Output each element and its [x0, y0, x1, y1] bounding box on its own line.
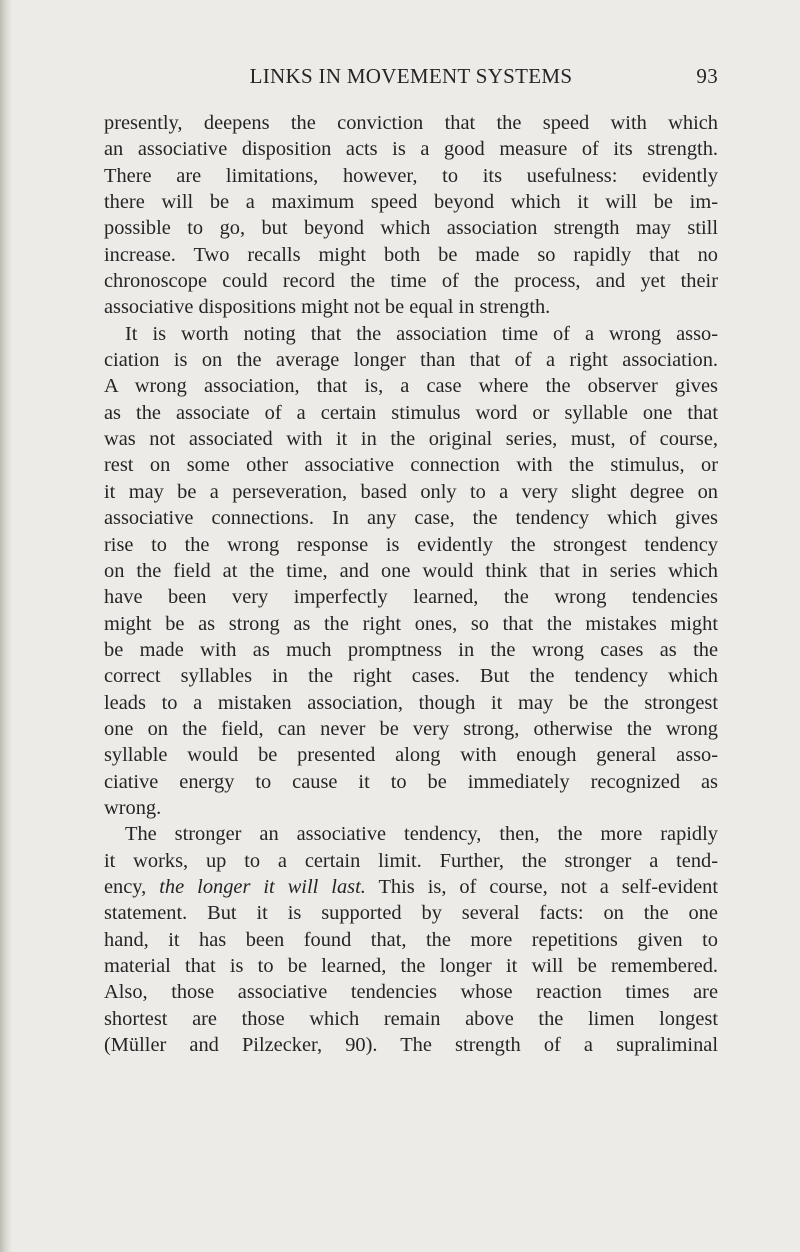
- paragraph-2: [104, 321, 718, 822]
- text-line: Also, those associative tendencies whose reaction times are: [104, 981, 718, 1004]
- text-line: A wrong association, that is, a case where the observer gives: [104, 375, 718, 398]
- text-line: statement. But it is supported by several facts: on the one: [104, 902, 718, 925]
- text-line: it may be a perseveration, based only to a very slight degree on: [104, 480, 718, 503]
- text-line: was not associated with it in the original series, must, of course,: [104, 428, 718, 451]
- text-line: might be as strong as the right ones, so that the mistakes might: [104, 612, 718, 635]
- text-line: have been very imperfectly learned, the wrong tendencies: [104, 586, 718, 609]
- text-line: presently, deepens the conviction that the speed with which: [104, 112, 718, 134]
- text-fragment: ency,: [104, 875, 160, 898]
- text-line: syllable would be presented along with enough general asso-: [104, 744, 718, 767]
- paragraph-3: [104, 821, 718, 1058]
- text-line: shortest are those which remain above the limen longest: [104, 1007, 718, 1030]
- text-line: ciation is on the average longer than that of a right association.: [104, 349, 718, 372]
- text-line: be made with as much promptness in the wrong cases as the: [104, 638, 718, 661]
- page-header: [104, 64, 718, 94]
- text-line: as the associate of a certain stimulus word or syllable one that: [104, 401, 718, 424]
- paragraph-1: [104, 110, 718, 321]
- text-line: ciative energy to cause it to be immediately recognized as: [104, 770, 718, 793]
- text-line: rest on some other associative connection with the stimulus, or: [104, 454, 718, 477]
- text-line: possible to go, but beyond which association strength may still: [104, 217, 718, 240]
- text-line: correct syllables in the right cases. But the tendency which: [104, 665, 718, 688]
- text-fragment: This is, of course, not a self-evident: [365, 875, 719, 898]
- text-line: chronoscope could record the time of the process, and yet their: [104, 270, 718, 293]
- text-line: one on the field, can never be very strong, otherwise the wrong: [104, 717, 718, 740]
- body-text: [104, 110, 718, 1058]
- emphasized-text: the longer it will last.: [159, 875, 366, 898]
- text-line: hand, it has been found that, the more repetitions given to: [104, 928, 718, 951]
- text-line: an associative disposition acts is a good measure of its strength.: [104, 138, 718, 161]
- text-line: material that is to be learned, the longer it will be remembered.: [104, 955, 718, 977]
- text-line: increase. Two recalls might both be made so rapidly that no: [104, 243, 718, 266]
- text-line: There are limitations, however, to its usefulness: evidently: [104, 164, 718, 187]
- text-line: leads to a mistaken association, though it may be the strongest: [104, 691, 718, 714]
- text-line: associative dispositions might not be equal in strength.: [104, 296, 551, 319]
- text-line-with-emphasis: [104, 874, 718, 900]
- text-line: there will be a maximum speed beyond which it will be im-: [104, 191, 718, 214]
- spine-shadow: [0, 0, 12, 1252]
- text-line: wrong.: [104, 796, 162, 819]
- running-head: LINKS IN MOVEMENT SYSTEMS: [249, 64, 573, 88]
- text-line: It is worth noting that the association time of a wrong asso-: [125, 322, 718, 345]
- text-line: (Müller and Pilzecker, 90). The strength of a supraliminal: [104, 1034, 718, 1057]
- page-number: 93: [696, 64, 718, 88]
- text-line: associative connections. In any case, the tendency which gives: [104, 507, 718, 530]
- text-line: The stronger an associative tendency, then, the more rapidly: [125, 823, 718, 846]
- text-line: rise to the wrong response is evidently the strongest tendency: [104, 533, 718, 556]
- text-line: on the field at the time, and one would think that in series which: [104, 559, 718, 582]
- text-line: it works, up to a certain limit. Further, the stronger a tend-: [104, 849, 718, 872]
